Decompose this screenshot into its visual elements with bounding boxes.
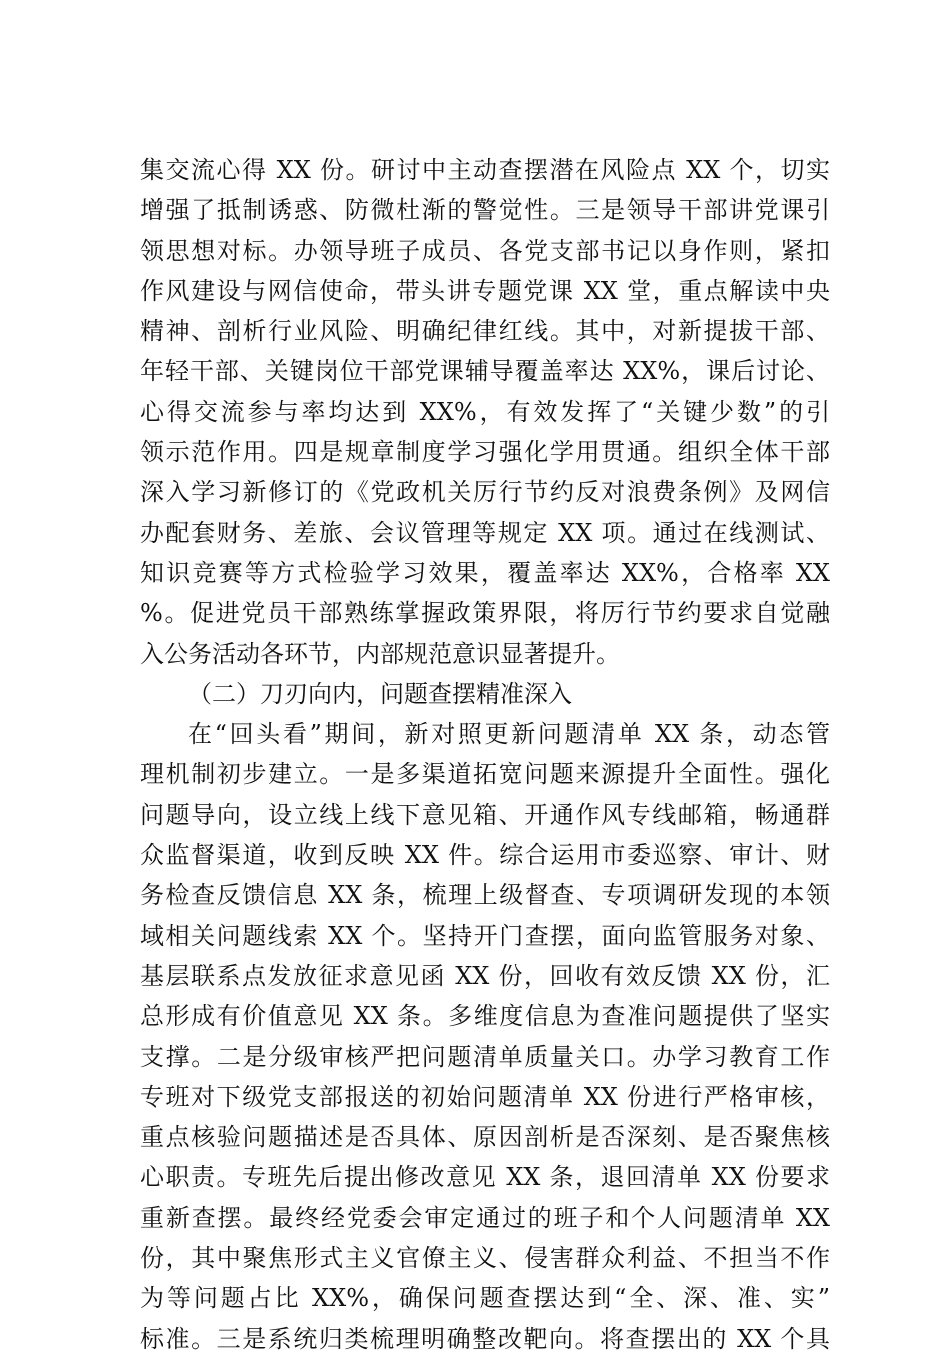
text-line: 精神、剖析行业风险、明确纪律红线。其中，对新提拔干部、 [140, 317, 830, 346]
text-line: 理机制初步建立。一是多渠道拓宽问题来源提升全面性。强化 [140, 760, 830, 789]
text-line: 务检查反馈信息 XX 条，梳理上级督查、专项调研发现的本领 [140, 881, 830, 910]
text-line: 增强了抵制诱惑、防微杜渐的警觉性。三是领导干部讲党课引 [140, 196, 830, 225]
text-line: 领示范作用。四是规章制度学习强化学用贯通。组织全体干部 [140, 438, 830, 467]
text-line: 域相关问题线索 XX 个。坚持开门查摆，面向监管服务对象、 [140, 921, 830, 950]
text-line: 作风建设与网信使命，带头讲专题党课 XX 堂，重点解读中央 [140, 276, 830, 305]
text-line: 支撑。二是分级审核严把问题清单质量关口。办学习教育工作 [140, 1042, 830, 1071]
text-line: 众监督渠道，收到反映 XX 件。综合运用市委巡察、审计、财 [140, 841, 830, 870]
text-line: 重新查摆。最终经党委会审定通过的班子和个人问题清单 XX [140, 1203, 830, 1232]
section-heading: （二）刀刃向内，问题查摆精准深入 [188, 679, 572, 708]
text-line: 年轻干部、关键岗位干部党课辅导覆盖率达 XX%，课后讨论、 [140, 357, 830, 386]
text-line: 领思想对标。办领导班子成员、各党支部书记以身作则，紧扣 [140, 236, 830, 265]
text-line: 集交流心得 XX 份。研讨中主动查摆潜在风险点 XX 个，切实 [140, 156, 830, 184]
text-line: 份，其中聚焦形式主义官僚主义、侵害群众利益、不担当不作 [140, 1244, 830, 1273]
text-line: 入公务活动各环节，内部规范意识显著提升。 [140, 639, 620, 668]
text-line: 知识竞赛等方式检验学习效果，覆盖率达 XX%，合格率 XX [140, 558, 830, 587]
text-line: 深入学习新修订的《党政机关厉行节约反对浪费条例》及网信 [140, 478, 830, 507]
body-text [140, 150, 830, 1359]
text-line: 为等问题占比 XX%，确保问题查摆达到“全、深、准、实” [140, 1284, 830, 1313]
text-line: 问题导向，设立线上线下意见箱、开通作风专线邮箱，畅通群 [140, 800, 830, 829]
text-line: 重点核验问题描述是否具体、原因剖析是否深刻、是否聚焦核 [140, 1123, 830, 1152]
text-line: 基层联系点发放征求意见函 XX 份，回收有效反馈 XX 份，汇 [140, 961, 830, 990]
text-line: 在“回头看”期间，新对照更新问题清单 XX 条，动态管 [188, 720, 830, 749]
text-line: 心得交流参与率均达到 XX%，有效发挥了“关键少数”的引 [140, 397, 830, 426]
text-line: 专班对下级党支部报送的初始问题清单 XX 份进行严格审核， [140, 1082, 830, 1111]
text-line: %。促进党员干部熟练掌握政策界限，将厉行节约要求自觉融 [140, 599, 830, 628]
text-line: 办配套财务、差旅、会议管理等规定 XX 项。通过在线测试、 [140, 518, 830, 547]
text-line: 总形成有价值意见 XX 条。多维度信息为查准问题提供了坚实 [140, 1002, 830, 1031]
text-line: 标准。三是系统归类梳理明确整改靶向。将查摆出的 XX 个具 [140, 1324, 830, 1353]
text-line: 心职责。专班先后提出修改意见 XX 条，退回清单 XX 份要求 [140, 1163, 830, 1192]
